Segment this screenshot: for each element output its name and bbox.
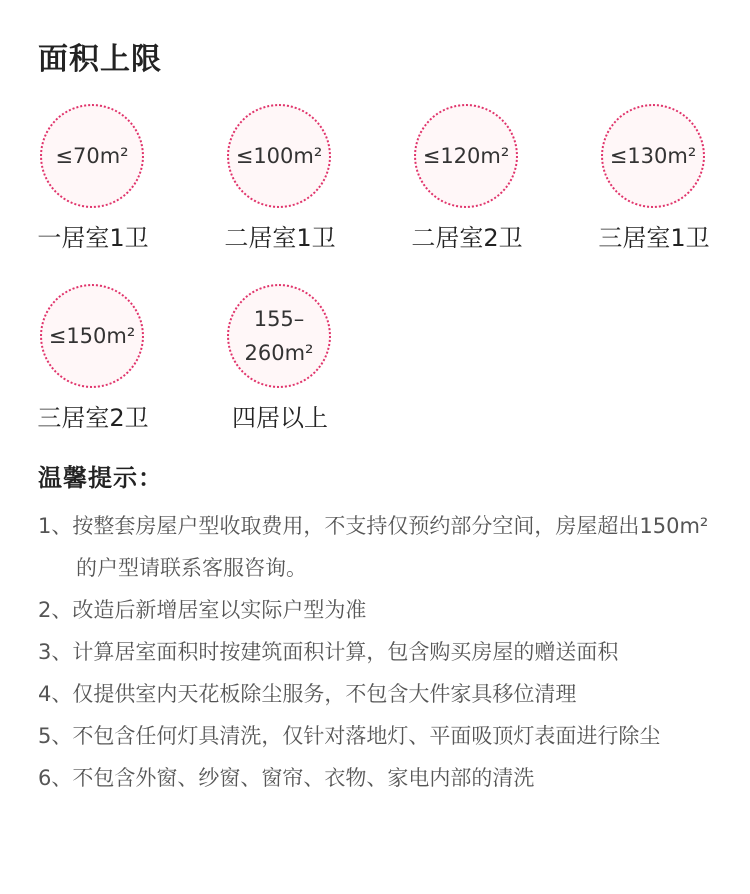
area-range-circle: ≤70m² [40,104,144,208]
area-option-120[interactable] [396,98,546,258]
tip-item: 6、不包含外窗、纱窗、窗帘、衣物、家电内部的清洗 [38,766,535,790]
area-range-circle: ≤100m² [227,104,331,208]
area-option-100[interactable] [209,98,359,258]
tip-item: 3、计算居室面积时按建筑面积计算，包含购买房屋的赠送面积 [38,640,619,664]
tip-item: 1、按整套房屋户型收取费用，不支持仅预约部分空间，房屋超出150m²的户型请联系客服咨询。 [38,514,709,580]
area-range-circle: ≤120m² [414,104,518,208]
area-option-130[interactable] [583,98,733,258]
area-room-label: 四居以上 [232,404,328,432]
area-room-label: 三居室1卫 [598,224,710,252]
area-range-circle: 155– 260m² [227,284,331,388]
area-options-grid [0,98,750,438]
area-range-circle: ≤130m² [601,104,705,208]
tip-item: 5、不包含任何灯具清洗，仅针对落地灯、平面吸顶灯表面进行除尘 [38,724,661,748]
tip-item: 4、仅提供室内天花板除尘服务，不包含大件家具移位清理 [38,682,577,706]
area-room-label: 三居室2卫 [37,404,149,432]
area-room-label: 二居室1卫 [224,224,336,252]
page-title: 面积上限 [38,42,162,77]
area-room-label: 二居室2卫 [411,224,523,252]
area-option-70[interactable] [22,98,172,258]
area-option-150[interactable] [22,278,172,438]
tips-title: 温馨提示： [38,464,163,492]
area-option-155-260[interactable] [209,278,359,438]
area-room-label: 一居室1卫 [37,224,149,252]
area-range-circle: ≤150m² [40,284,144,388]
tips-list [38,505,728,799]
tip-item: 2、改造后新增居室以实际户型为准 [38,598,367,622]
